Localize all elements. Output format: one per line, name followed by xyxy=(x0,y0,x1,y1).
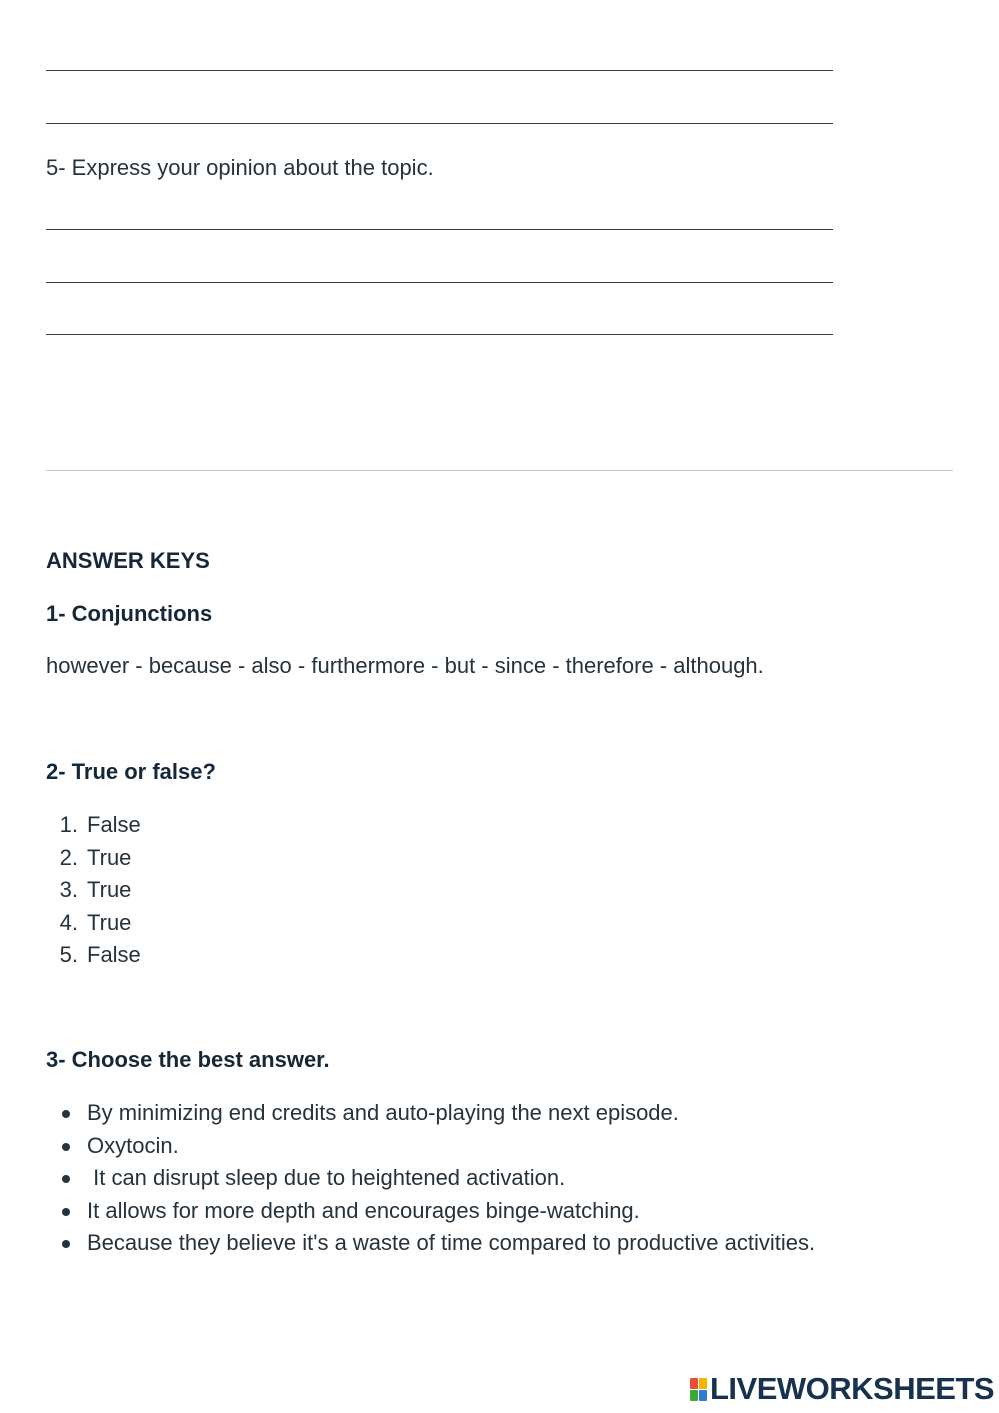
logo-blocks-icon xyxy=(690,1378,707,1401)
answer-line[interactable] xyxy=(46,229,833,230)
item-value: True xyxy=(87,877,132,902)
answer-line[interactable] xyxy=(46,70,833,71)
liveworksheets-logo[interactable] xyxy=(690,1372,994,1406)
list-item xyxy=(46,907,141,940)
true-false-list xyxy=(46,809,141,972)
item-text: It allows for more depth and encourages binge-watching. xyxy=(87,1197,640,1223)
item-text: By minimizing end credits and auto-playing the next episode. xyxy=(87,1100,679,1125)
list-item xyxy=(46,939,141,972)
list-item xyxy=(46,1227,953,1260)
bullet-icon xyxy=(62,1143,70,1151)
section-divider xyxy=(46,470,953,471)
item-number: 4. xyxy=(59,909,78,935)
logo-text: LIVEWORKSHEETS xyxy=(710,1371,995,1406)
list-item xyxy=(46,1195,953,1228)
item-number: 3. xyxy=(59,877,78,902)
item-number: 2. xyxy=(59,844,78,870)
bullet-icon xyxy=(62,1175,70,1183)
item-value: True xyxy=(87,909,132,935)
bullet-icon xyxy=(62,1110,70,1118)
bullet-icon xyxy=(62,1240,70,1248)
list-item xyxy=(46,874,141,907)
list-item xyxy=(46,1097,953,1130)
conjunctions-answer: however - because - also - furthermore - but - since - therefore - although. xyxy=(46,653,764,678)
list-item xyxy=(46,1130,953,1163)
item-text: It can disrupt sleep due to heightened activation. xyxy=(87,1165,566,1190)
section-2-heading: 2- True or false? xyxy=(46,759,216,784)
item-number: 1. xyxy=(59,812,78,837)
section-1-heading: 1- Conjunctions xyxy=(46,601,213,626)
list-item xyxy=(46,809,141,842)
item-value: False xyxy=(87,812,141,837)
section-3-heading: 3- Choose the best answer. xyxy=(46,1047,330,1072)
logo-block xyxy=(699,1390,707,1401)
item-value: True xyxy=(87,844,132,870)
answer-line[interactable] xyxy=(46,123,833,124)
logo-block xyxy=(690,1390,698,1401)
answer-line[interactable] xyxy=(46,334,833,335)
logo-block xyxy=(699,1378,707,1389)
answer-line[interactable] xyxy=(46,282,833,283)
answer-keys-title: ANSWER KEYS xyxy=(46,548,210,573)
best-answer-list xyxy=(46,1097,953,1260)
bullet-icon xyxy=(62,1208,70,1216)
logo-block xyxy=(690,1378,698,1389)
item-text: Because they believe it's a waste of time compared to productive activities. xyxy=(87,1230,816,1255)
item-number: 5. xyxy=(59,942,78,967)
list-item xyxy=(46,1162,953,1195)
question-5-prompt: 5- Express your opinion about the topic. xyxy=(46,155,434,180)
item-value: False xyxy=(87,942,141,967)
item-text: Oxytocin. xyxy=(87,1132,179,1158)
list-item xyxy=(46,842,141,875)
